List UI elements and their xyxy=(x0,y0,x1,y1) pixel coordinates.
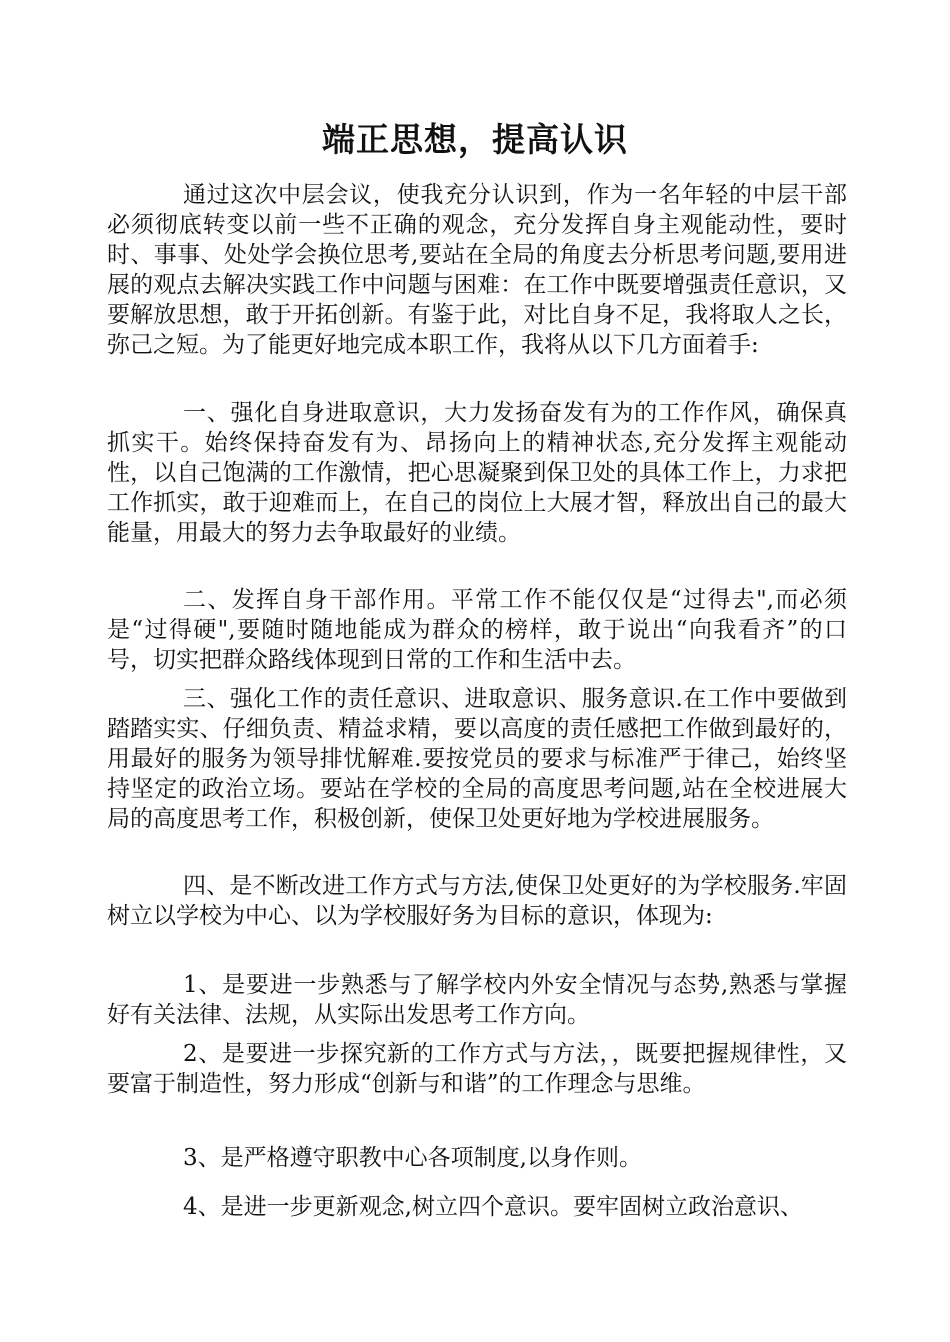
paragraph-subpoint-1: 1、是要进一步熟悉与了解学校内外安全情况与态势,熟悉与掌握好有关法律、法规，从实际出发思考工作方向。 xyxy=(107,972,847,1028)
paragraph-intro: 通过这次中层会议，使我充分认识到，作为一名年轻的中层干部必须彻底转变以前一些不正确的观念，充分发挥自身主观能动性，要时时、事事、处处学会换位思考,要站在全局的角度去分析思考问题,要用进展的观点去解决实践工作中问题与困难：在工作中既要增强责任意识，又要解放思想，敢于开拓创新。有鉴于此，对比自身不足，我将取人之长，弥己之短。为了能更好地完成本职工作，我将从以下几方面着手: xyxy=(107,182,847,358)
paragraph-point-4: 四、是不断改进工作方式与方法,使保卫处更好的为学校服务.牢固树立以学校为中心、以为学校服好务为目标的意识，体现为: xyxy=(107,873,847,929)
paragraph-point-1: 一、强化自身进取意识，大力发扬奋发有为的工作作风，确保真抓实干。始终保持奋发有为、昂扬向上的精神状态,充分发挥主观能动性，以自己饱满的工作激情，把心思凝聚到保卫处的具体工作上，力求把工作抓实，敢于迎难而上，在自己的岗位上大展才智，释放出自己的最大能量，用最大的努力去争取最好的业绩。 xyxy=(107,400,847,546)
paragraph-subpoint-2: 2、是要进一步探究新的工作方式与方法，，既要把握规律性，又要富于制造性，努力形成“创新与和谐”的工作理念与思维。 xyxy=(107,1041,847,1097)
paragraph-point-3: 三、强化工作的责任意识、进取意识、服务意识.在工作中要做到踏踏实实、仔细负责、精益求精，要以高度的责任感把工作做到最好的，用最好的服务为领导排忧解难.要按党员的要求与标准严于律己，始终坚持坚定的政治立场。要站在学校的全局的高度思考问题,站在全校进展大局的高度思考工作，积极创新，使保卫处更好地为学校进展服务。 xyxy=(107,686,847,832)
paragraph-subpoint-3: 3、是严格遵守职教中心各项制度,以身作则。 xyxy=(183,1145,642,1171)
paragraph-subpoint-4: 4、是进一步更新观念,树立四个意识。要牢固树立政治意识、 xyxy=(183,1194,803,1220)
paragraph-point-2: 二、发挥自身干部作用。平常工作不能仅仅是“过得去",而必须是“过得硬",要随时随地能成为群众的榜样，敢于说出“向我看齐”的口号，切实把群众路线体现到日常的工作和生活中去。 xyxy=(107,587,847,673)
document-title: 端正思想，提高认识 xyxy=(322,120,628,159)
